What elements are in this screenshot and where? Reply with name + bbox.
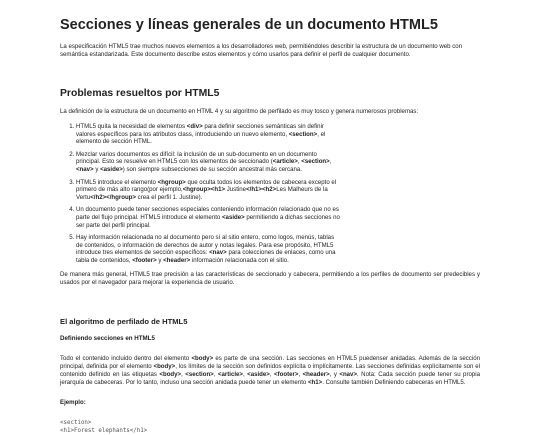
problems-list	[60, 123, 480, 265]
code-line: <h1>Forest elephants</h1>	[60, 427, 148, 434]
list-item: 1. HTML5 quita la necesidad de elementos <div> para definir secciones semánticas sin definir valores específicos para los atributos class, introduciendo un nuevo elemento, <section>, el elemento de sección HTML.	[76, 123, 480, 146]
list-item: 4. Un documento puede tener secciones especiales conteniendo información relacionado que no es parte del flujo principal. HTML5 introduce el elemento <aside> permitiendo a dichas secciones no ser parte del perfil principal.	[76, 206, 480, 229]
list-item: 5. Hay información relacionada no al documento pero sí al sitio entero, como logos, menús, tablas de contenidos, o información de derechos de autor y notas legales. Para ese propósito, HTML5 introduce tres elementos de sección específicos: <nav> para colecciones de enlaces, como una tabla de contenidos, <footer> y <header> información relacionada con el sitio.	[76, 234, 480, 264]
problems-heading: Problemas resueltos por HTML5	[60, 88, 220, 99]
list-item: 3. HTML5 introduce el elemento <hgroup> que oculta todos los elementos de cabecera excepto el primero de más alto rango(por ejemplo,<hgroup><h1> Justine</h1><h2>Les Malheurs de la Vertu</h2></hgroup> crea el perfil 1. Justine).	[76, 179, 480, 202]
list-item: 2. Mezclar varios documentos es difícil: la inclusión de un sub-documento en un documento principal. Esto se resuelve en HTML5 con los elementos de seccionado (<article>, <section>, <nav> y <aside>) son siempre subsecciones de su sección ancestral más cercana.	[76, 151, 480, 174]
problems-lead: La definición de la estructura de un documento en HTML 4 y su algoritmo de perfilado es muy tosco y genera numerosos problemas:	[60, 108, 419, 115]
defining-sections-heading: Definiendo secciones en HTML5	[60, 334, 155, 342]
sections-paragraph: Todo el contenido incluido dentro del elemento <body> es parte de una sección. Las secciones en HTML5 puedenser anidadas. Además de la sección principal, definida por el elemento <body>, los límites de la sección son definidos explícita o implícitamente. Las secciones definidas explícitamente son el contenido definido en las etiquetas <body>, <section>, <article>, <aside>, <footer>, <header>, y <nav>. Nota: Cada sección puede tener su propia jerarquía de cabeceras. Por lo tanto, incluso una sección anidada puede tener un elemento <h1>. Consulte también Definiendo cabeceras en HTML5.	[60, 354, 480, 386]
algorithm-heading: El algoritmo de perfilado de HTML5	[60, 316, 188, 326]
problems-closing: De manera más general, HTML5 trae precisión a las características de seccionado y cabecera, permitiendo a los perfiles de documento ser predecibles y usados por el navegador para mejorar la experiencia de usuario.	[60, 270, 480, 286]
page-title: Secciones y líneas generales de un documento HTML5	[60, 17, 438, 33]
code-line: <section>	[60, 419, 92, 426]
code-block	[60, 419, 480, 435]
intro-paragraph: La especificación HTML5 trae muchos nuevos elementos a los desarrolladores web, permitiéndoles describir la estructura de un documento web con semántica estandarizada. Este documento describe estos elementos y cómo usarlos para definir el perfil de cualquier documento.	[60, 43, 463, 58]
example-label: Ejemplo:	[60, 398, 86, 406]
